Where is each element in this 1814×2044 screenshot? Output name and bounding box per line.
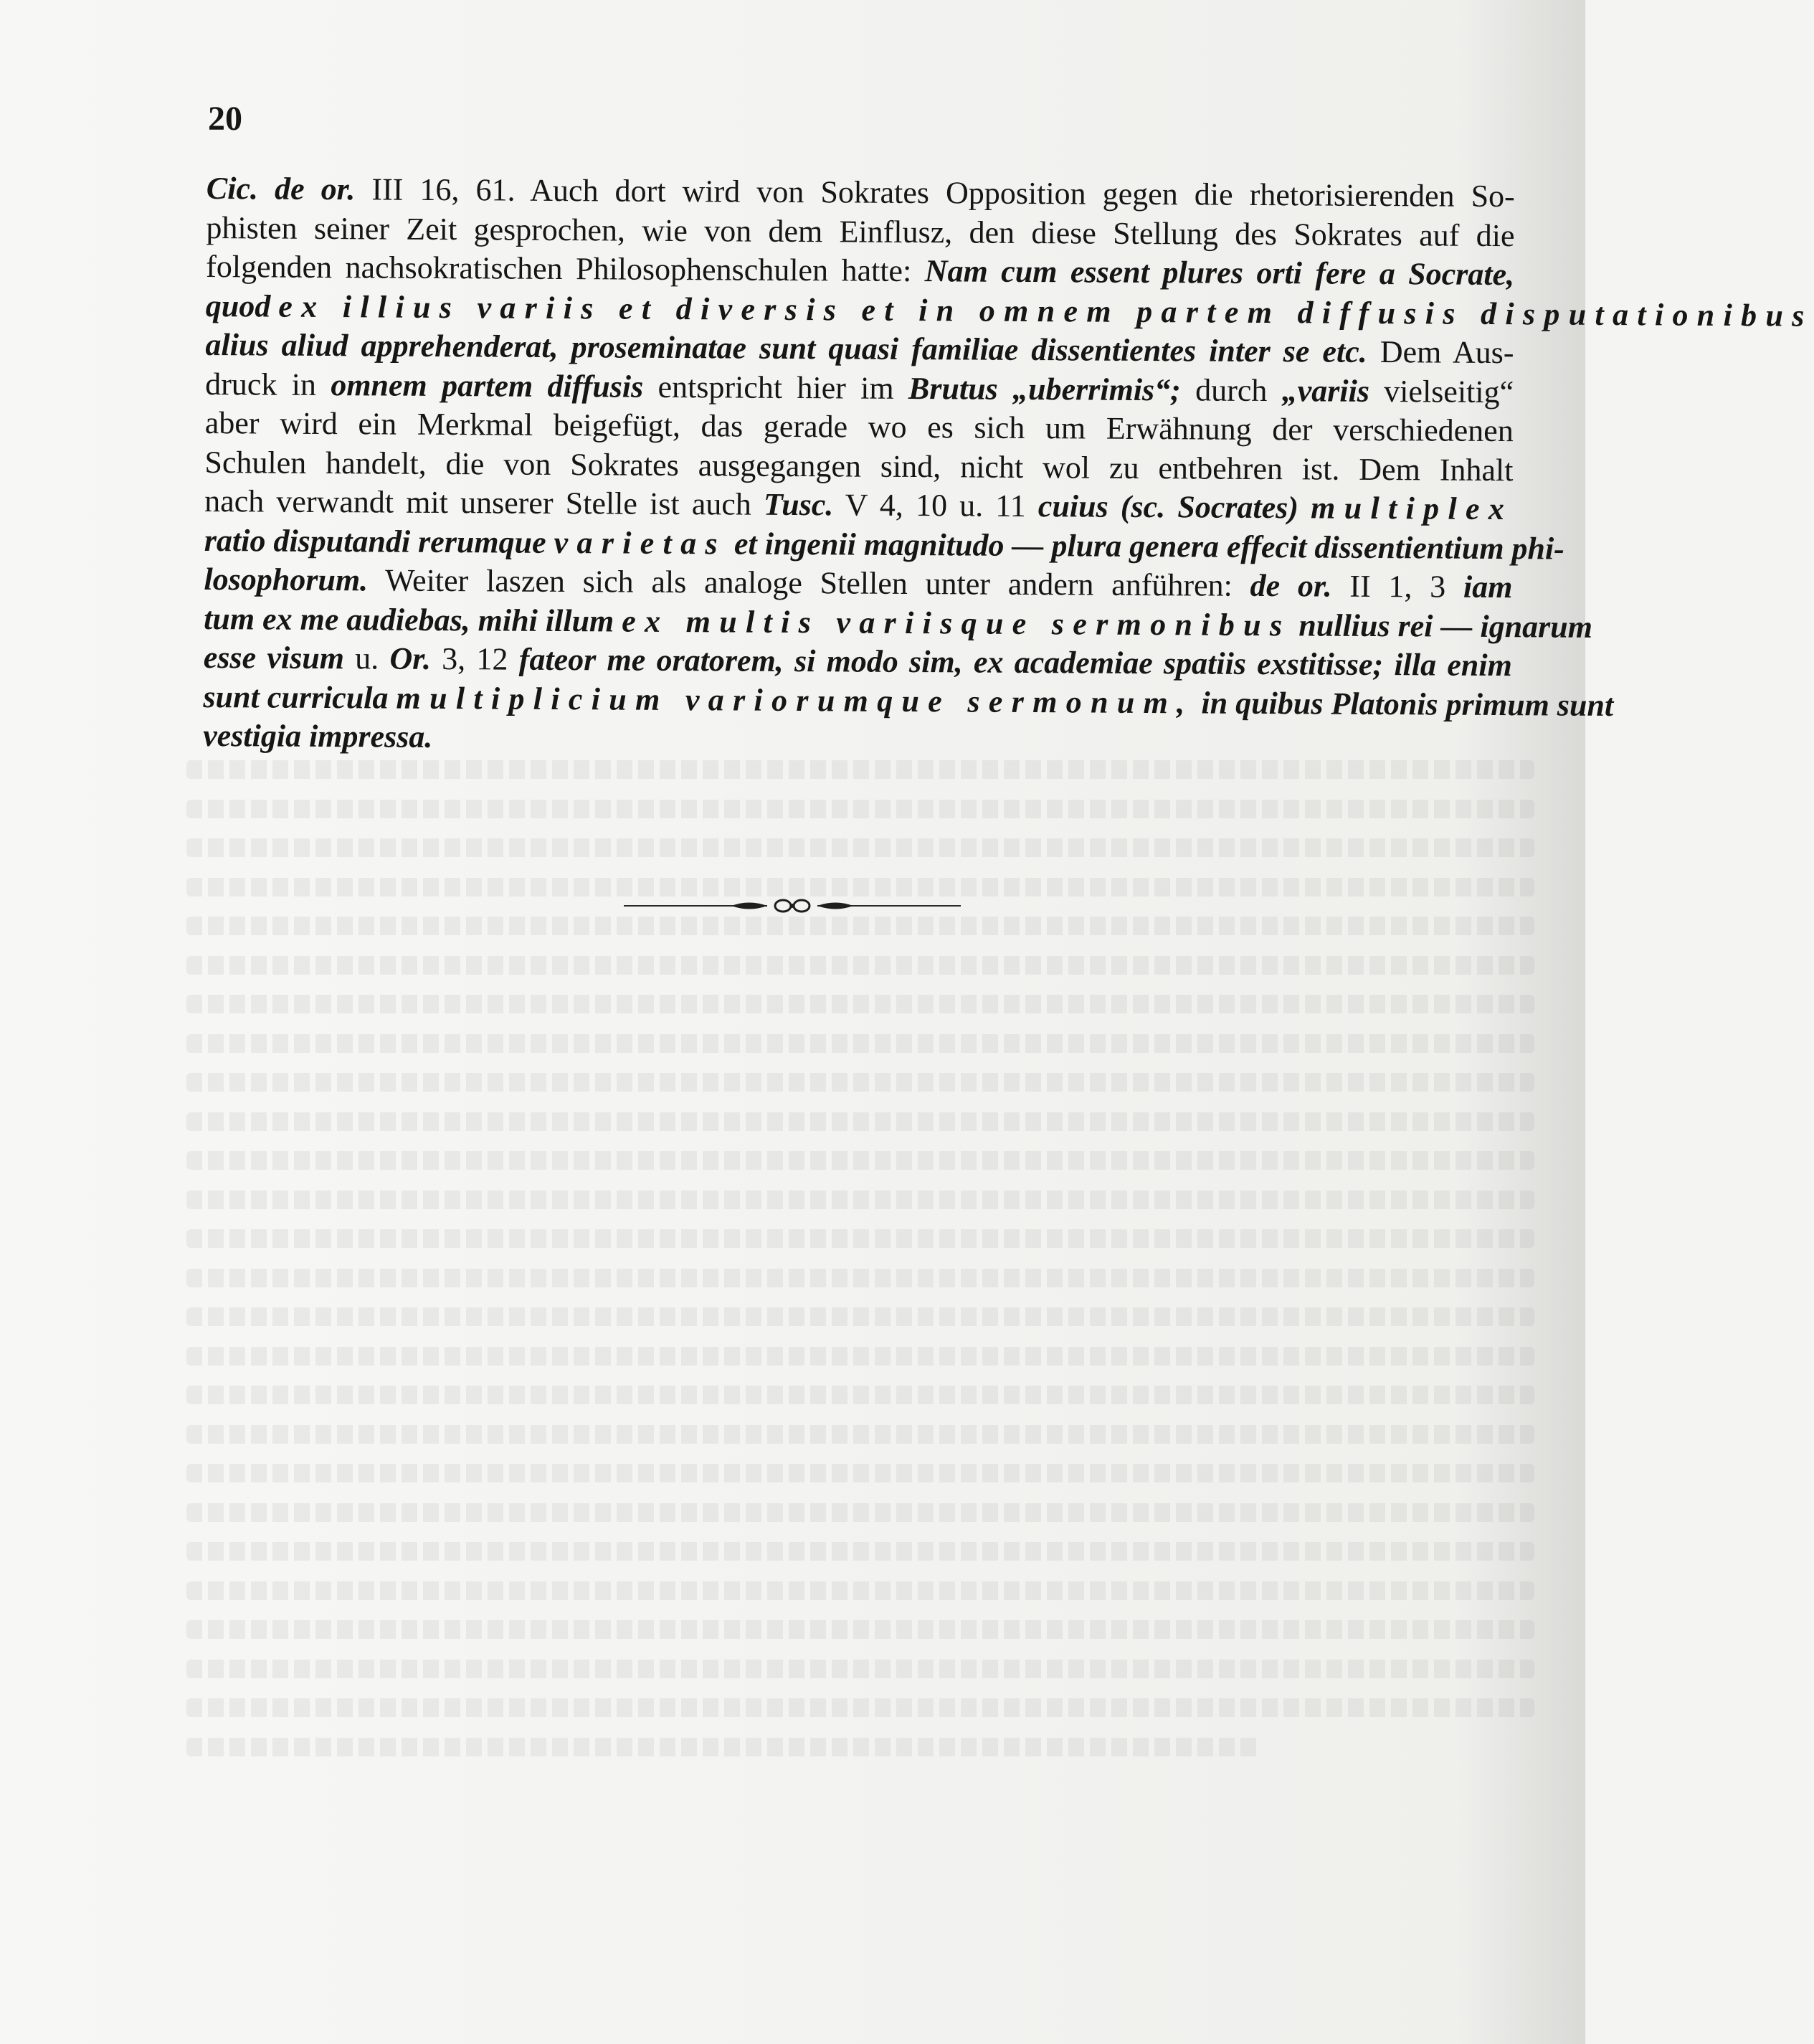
citation: Cic. de or. [206, 170, 356, 207]
text-segment: druck in [205, 366, 331, 402]
latin-quote: tum ex me audiebas, mihi illum [204, 600, 622, 639]
latin-phrase: „variis [1281, 372, 1370, 409]
latin-quote: ratio disputandi rerumque [204, 522, 554, 560]
citation: de or. [1250, 567, 1332, 604]
latin-quote: cuius (sc. Socrates) [1037, 488, 1311, 526]
latin-quote: losophorum. [204, 561, 369, 598]
latin-quote-spaced: ex illius variis et diversis et in omnem partem diffusis disputationibus [278, 288, 1813, 333]
show-through-line [186, 1386, 1534, 1404]
latin-quote: iam [1463, 569, 1513, 605]
latin-quote-spaced: ex multis variisque sermonibus [622, 603, 1291, 643]
text-segment: 3, 12 [430, 640, 519, 677]
page-number: 20 [208, 100, 242, 138]
show-through-line [186, 1034, 1534, 1053]
show-through-line [186, 1738, 1262, 1756]
show-through-line [186, 1191, 1534, 1209]
text-segment: II 1, 3 [1331, 568, 1464, 605]
show-through-line [186, 1151, 1534, 1170]
latin-phrase: omnem partem diffusis [331, 366, 644, 404]
show-through-line [186, 1347, 1534, 1366]
show-through-line [186, 800, 1534, 818]
latin-quote: et ingenii magnitudo — plura genera effecit dissentientium phi- [726, 525, 1565, 567]
show-through-line [186, 760, 1534, 779]
text-segment: nach verwandt mit unserer Stelle ist auch [204, 483, 764, 522]
text-segment: durch [1180, 372, 1282, 408]
show-through-line [186, 995, 1534, 1013]
text-segment: u. [343, 640, 390, 676]
latin-quote: alius aliud apprehenderat, proseminatae sunt quasi familiae dissentientes inter se etc. [205, 326, 1367, 369]
latin-quote: esse visum [203, 639, 345, 676]
latin-phrase: Brutus „uberrimis“; [908, 370, 1181, 407]
citation: Tusc. [763, 486, 834, 523]
latin-quote: Nam cum essent plures orti fere a Socrate, [924, 253, 1515, 293]
show-through-line [186, 1620, 1534, 1639]
show-through-line [186, 1307, 1534, 1326]
show-through-line [186, 1503, 1534, 1522]
text-line-7: aber wird ein Merkmal beigefügt, das gerade wo es sich um Erwähnung der verschiedenen [204, 404, 1514, 449]
citation: Or. [389, 640, 432, 676]
text-segment: III 16, 61. Auch dort wird von Sokrates Opposition gegen die rhetorisierenden So- [355, 171, 1515, 214]
latin-quote-spaced: varietas [554, 524, 727, 561]
text-segment: folgenden nachsokratischen Philosophenschulen hatte: [206, 248, 925, 289]
text-line-15 [203, 716, 1511, 764]
show-through-line [186, 1073, 1534, 1092]
latin-quote: quod [205, 288, 279, 324]
latin-quote: fateor me oratorem, si modo sim, ex academiae spatiis exstitisse; illa enim [518, 641, 1512, 683]
show-through-line [186, 917, 1534, 935]
show-through-line [186, 838, 1534, 857]
latin-quote: nullius rei — ignarum [1291, 607, 1593, 645]
show-through-line [186, 878, 1534, 896]
latin-quote: in quibus Platonis primum sunt [1193, 684, 1614, 723]
text-segment: V 4, 10 u. 11 [833, 487, 1039, 524]
latin-quote: sunt curricula [203, 678, 396, 716]
latin-quote-spaced: multiplex [1310, 490, 1514, 527]
show-through-line [186, 1660, 1534, 1678]
show-through-line [186, 1464, 1534, 1482]
text-segment: Dem Aus- [1367, 333, 1514, 371]
main-paragraph [203, 169, 1813, 764]
latin-quote: vestigia impressa. [203, 717, 433, 754]
show-through-line [186, 1112, 1534, 1131]
latin-quote-spaced: multiplicium variorumque sermonum, [396, 680, 1194, 720]
show-through-line [186, 1581, 1534, 1600]
text-line-2: phisten seiner Zeit gesprochen, wie von dem Einflusz, den diese Stellung des Sokrates auf die [206, 209, 1515, 253]
show-through-line [186, 1425, 1534, 1444]
text-line-8: Schulen handelt, die von Sokrates ausgegangen sind, nicht wol zu entbehren ist. Dem Inhalt [204, 444, 1514, 488]
text-segment: entspricht hier im [643, 369, 909, 406]
ornament-divider [624, 895, 961, 917]
text-segment: Weiter laszen sich als analoge Stellen unter andern anführen: [367, 562, 1250, 603]
show-through-line [186, 1698, 1534, 1717]
show-through-line [186, 956, 1534, 975]
show-through-line [186, 1269, 1534, 1287]
show-through-line [186, 1229, 1534, 1248]
show-through-line [186, 1542, 1534, 1561]
text-segment: vielseitig“ [1369, 373, 1514, 410]
